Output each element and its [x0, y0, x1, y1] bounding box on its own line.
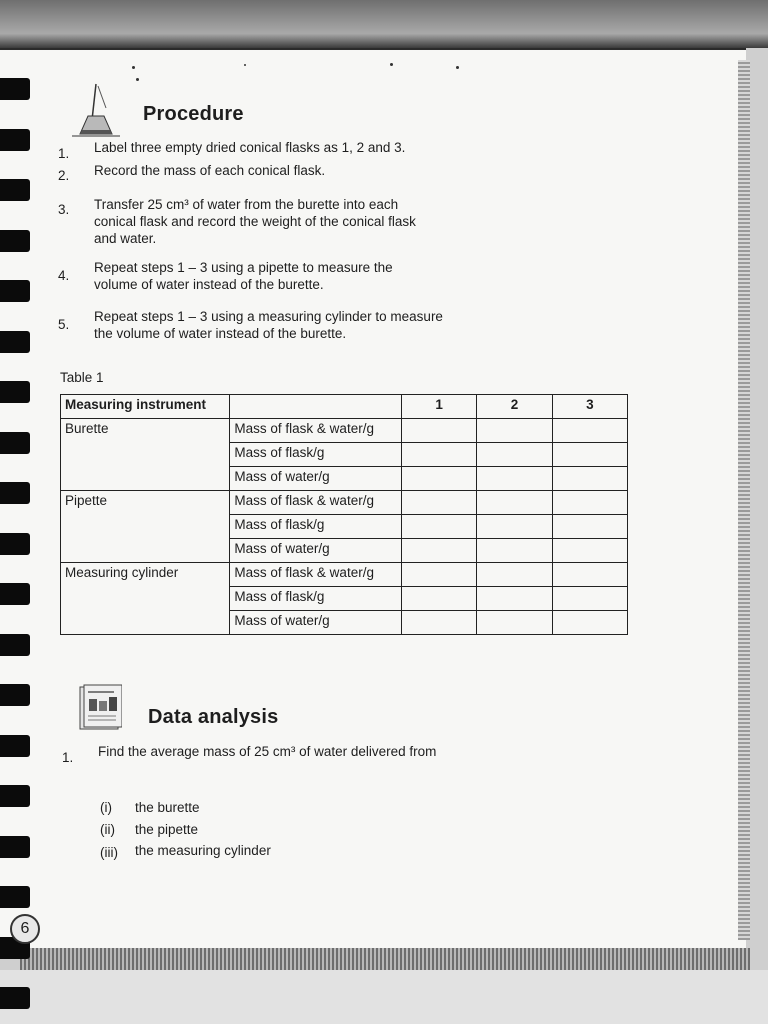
header-flask-2: 2 [477, 395, 552, 419]
value-cell [402, 515, 477, 539]
instrument-cell: Pipette [61, 491, 230, 563]
spiral-binding [0, 48, 30, 1024]
option-text: the burette [135, 800, 200, 815]
value-cell [477, 419, 552, 443]
value-cell [477, 539, 552, 563]
speck [132, 66, 135, 69]
binding-hole [0, 785, 30, 807]
binding-hole [0, 735, 30, 757]
step-text: Label three empty dried conical flasks as 1, 2 and 3. [94, 140, 406, 155]
header-quantity [230, 395, 402, 419]
value-cell [477, 443, 552, 467]
flask-apparatus-icon [68, 80, 124, 140]
value-cell [402, 611, 477, 635]
quantity-cell: Mass of flask & water/g [230, 419, 402, 443]
scan-bottom-area [0, 970, 768, 1024]
binding-hole [0, 179, 30, 201]
data-analysis-heading: Data analysis [148, 706, 279, 728]
binding-hole [0, 230, 30, 252]
binding-hole [0, 836, 30, 858]
table-row [61, 563, 628, 587]
value-cell [552, 563, 627, 587]
value-cell [402, 491, 477, 515]
binding-hole [0, 78, 30, 100]
value-cell [477, 515, 552, 539]
binding-hole [0, 432, 30, 454]
value-cell [552, 611, 627, 635]
value-cell [552, 443, 627, 467]
value-cell [402, 539, 477, 563]
value-cell [402, 443, 477, 467]
binding-hole [0, 129, 30, 151]
step-number: 5. [58, 317, 70, 332]
procedure-heading: Procedure [143, 103, 244, 125]
quantity-cell: Mass of flask & water/g [230, 491, 402, 515]
value-cell [552, 467, 627, 491]
results-table [60, 394, 628, 635]
binding-hole [0, 886, 30, 908]
quantity-cell: Mass of flask & water/g [230, 563, 402, 587]
speck [244, 64, 246, 66]
instrument-cell: Measuring cylinder [61, 563, 230, 635]
binding-hole [0, 381, 30, 403]
report-document-icon [76, 683, 122, 733]
value-cell [402, 563, 477, 587]
quantity-cell: Mass of flask/g [230, 587, 402, 611]
header-instrument: Measuring instrument [61, 395, 230, 419]
quantity-cell: Mass of water/g [230, 611, 402, 635]
value-cell [477, 563, 552, 587]
step-text: Record the mass of each conical flask. [94, 163, 326, 178]
step-text: Transfer 25 cm³ of water from the burette into each conical flask and record the weight of the conical flask and water. [94, 197, 416, 246]
instrument-cell: Burette [61, 419, 230, 491]
speck [456, 66, 459, 69]
value-cell [552, 491, 627, 515]
table-caption: Table 1 [60, 370, 104, 385]
speck [136, 78, 139, 81]
page-edge-shadow [738, 60, 750, 940]
value-cell [552, 419, 627, 443]
step-number: 2. [58, 168, 70, 183]
step-text: Repeat steps 1 – 3 using a pipette to measure the volume of water instead of the burette. [94, 260, 393, 292]
value-cell [477, 491, 552, 515]
option-text: the pipette [135, 822, 199, 837]
option-label: (i) [100, 800, 112, 815]
header-flask-1: 1 [402, 395, 477, 419]
scan-bottom-band [20, 948, 750, 970]
step-number: 1. [58, 146, 70, 161]
binding-hole [0, 533, 30, 555]
value-cell [402, 419, 477, 443]
binding-hole [0, 583, 30, 605]
step-number: 3. [58, 202, 70, 217]
step-text: Repeat steps 1 – 3 using a measuring cylinder to measure the volume of water instead of the burette. [94, 309, 443, 341]
quantity-cell: Mass of water/g [230, 467, 402, 491]
table-row [61, 491, 628, 515]
speck [390, 63, 393, 66]
binding-hole [0, 987, 30, 1009]
quantity-cell: Mass of flask/g [230, 443, 402, 467]
table-header-row [61, 395, 628, 419]
question-number: 1. [62, 750, 74, 765]
value-cell [552, 587, 627, 611]
binding-hole [0, 634, 30, 656]
value-cell [477, 467, 552, 491]
value-cell [477, 611, 552, 635]
binding-hole [0, 684, 30, 706]
value-cell [477, 587, 552, 611]
option-label: (ii) [100, 822, 115, 837]
question-text: Find the average mass of 25 cm³ of water delivered from [98, 744, 437, 759]
value-cell [552, 539, 627, 563]
binding-hole [0, 280, 30, 302]
page-number: 6 [10, 914, 40, 944]
binding-hole [0, 482, 30, 504]
value-cell [552, 515, 627, 539]
value-cell [402, 587, 477, 611]
scanner-top-edge [0, 0, 768, 48]
table-row [61, 419, 628, 443]
option-text: the measuring cylinder [135, 843, 271, 858]
binding-hole [0, 331, 30, 353]
quantity-cell: Mass of water/g [230, 539, 402, 563]
step-number: 4. [58, 268, 70, 283]
option-label: (iii) [100, 845, 118, 860]
quantity-cell: Mass of flask/g [230, 515, 402, 539]
value-cell [402, 467, 477, 491]
header-flask-3: 3 [552, 395, 627, 419]
